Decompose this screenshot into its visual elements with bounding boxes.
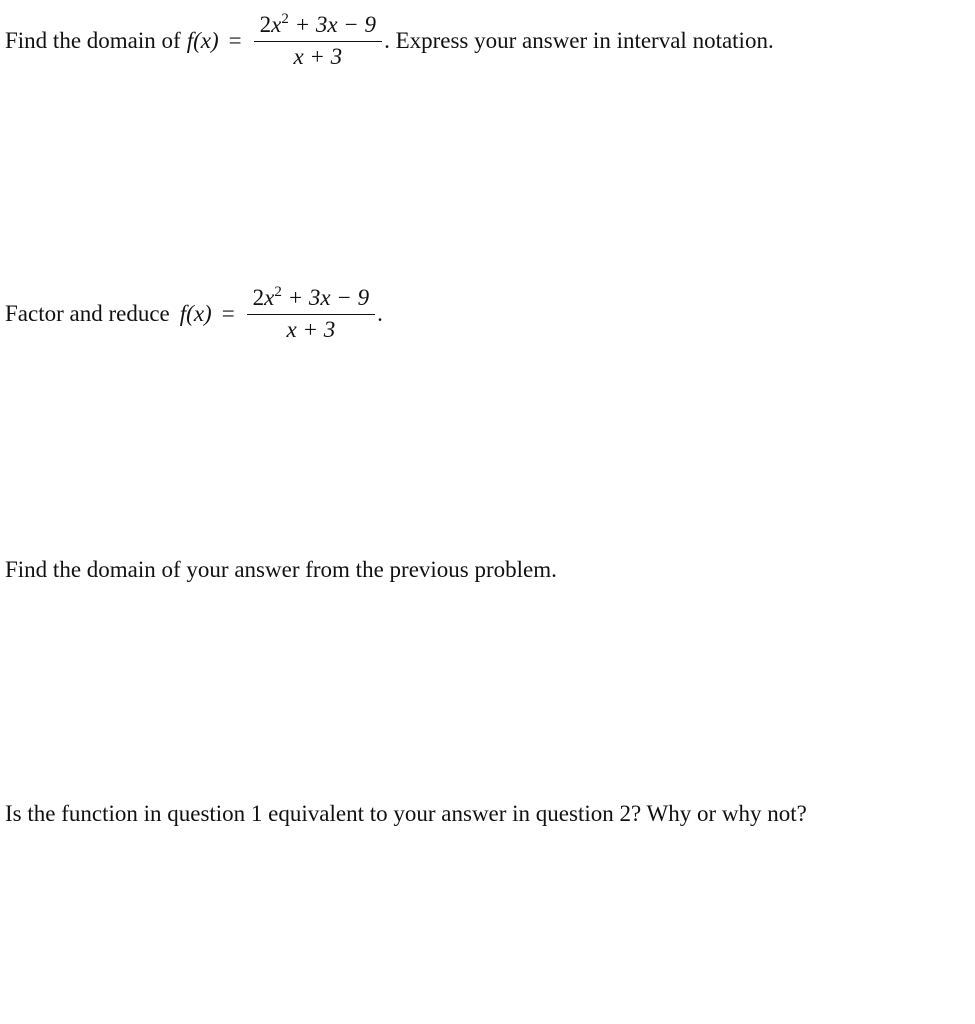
numerator-variable: x <box>264 285 275 310</box>
question-2-prefix: Factor and reduce <box>5 301 170 326</box>
question-2 <box>5 285 383 343</box>
question-3 <box>5 556 557 584</box>
question-2-numerator <box>247 285 375 315</box>
numerator-rest: + 3x − 9 <box>294 12 377 37</box>
question-2-denominator: x + 3 <box>286 317 336 342</box>
question-2-suffix: . <box>377 301 383 326</box>
question-1-denominator: x + 3 <box>293 44 343 69</box>
question-1-numerator <box>254 12 382 42</box>
question-2-fraction <box>247 285 375 343</box>
question-1-function-name: f <box>186 28 194 53</box>
question-2-equals: = <box>221 301 235 326</box>
question-4 <box>5 800 807 828</box>
question-1 <box>5 12 774 70</box>
question-2-function-arg: (x) <box>186 301 212 326</box>
question-1-equals: = <box>228 28 242 53</box>
question-4-text: Is the function in question 1 equivalent to your answer in question 2? Why or why not? <box>5 801 807 826</box>
numerator-rest: + 3x − 9 <box>287 285 370 310</box>
numerator-coefficient: 2 <box>259 12 272 37</box>
question-1-function-arg: (x) <box>193 28 219 53</box>
question-1-suffix: . Express your answer in interval notation. <box>384 28 774 53</box>
question-1-prefix: Find the domain of <box>5 28 181 53</box>
question-3-text: Find the domain of your answer from the previous problem. <box>5 557 557 582</box>
question-2-function-name: f <box>179 301 187 326</box>
numerator-exponent: 2 <box>281 11 289 27</box>
numerator-exponent: 2 <box>274 284 282 300</box>
question-1-fraction <box>254 12 382 70</box>
numerator-variable: x <box>271 12 282 37</box>
numerator-coefficient: 2 <box>252 285 265 310</box>
